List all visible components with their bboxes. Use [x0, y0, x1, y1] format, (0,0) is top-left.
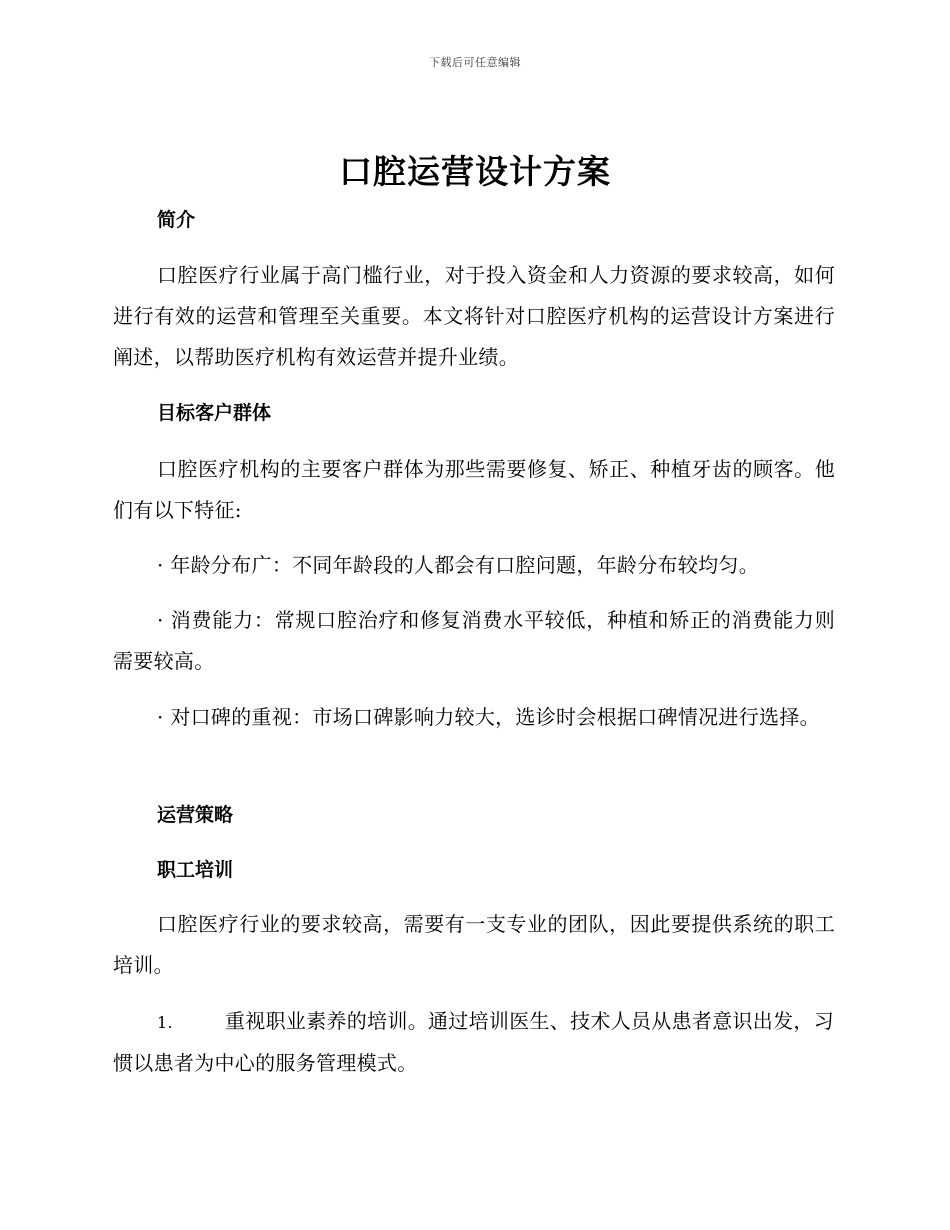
paragraph-training: 口腔医疗行业的要求较高，需要有一支专业的团队，因此要提供系统的职工培训。 [113, 912, 835, 977]
section-heading-intro: 简介 [157, 209, 196, 231]
bullet-spending: · 消费能力：常规口腔治疗和修复消费水平较低，种植和矫正的消费能力则需要较高。 [113, 608, 835, 673]
document-title: 口腔运营设计方案 [339, 152, 611, 191]
section-heading-training: 职工培训 [157, 859, 234, 881]
item-number: 1. [157, 1013, 173, 1032]
bullet-reputation: · 对口碑的重视：市场口碑影响力较大，选诊时会根据口碑情况进行选择。 [157, 705, 820, 729]
header-note: 下载后可任意编辑 [429, 56, 521, 69]
paragraph-intro: 口腔医疗行业属于高门槛行业，对于投入资金和人力资源的要求较高，如何进行有效的运营和管理至关重要。本文将针对口腔医疗机构的运营设计方案进行阐述，以帮助医疗机构有效运营并提升业绩。 [113, 263, 835, 369]
section-heading-strategy: 运营策略 [157, 804, 234, 826]
numbered-item-1 [113, 1001, 835, 1084]
item-text: 重视职业素养的培训。通过培训医生、技术人员从患者意识出发，习惯以患者为中心的服务管理模式。 [113, 1009, 834, 1075]
section-heading-target: 目标客户群体 [157, 402, 272, 424]
paragraph-target: 口腔医疗机构的主要客户群体为那些需要修复、矫正、种植牙齿的顾客。他们有以下特征: [113, 457, 835, 522]
bullet-age: · 年龄分布广：不同年龄段的人都会有口腔问题，年龄分布较均匀。 [157, 553, 760, 577]
